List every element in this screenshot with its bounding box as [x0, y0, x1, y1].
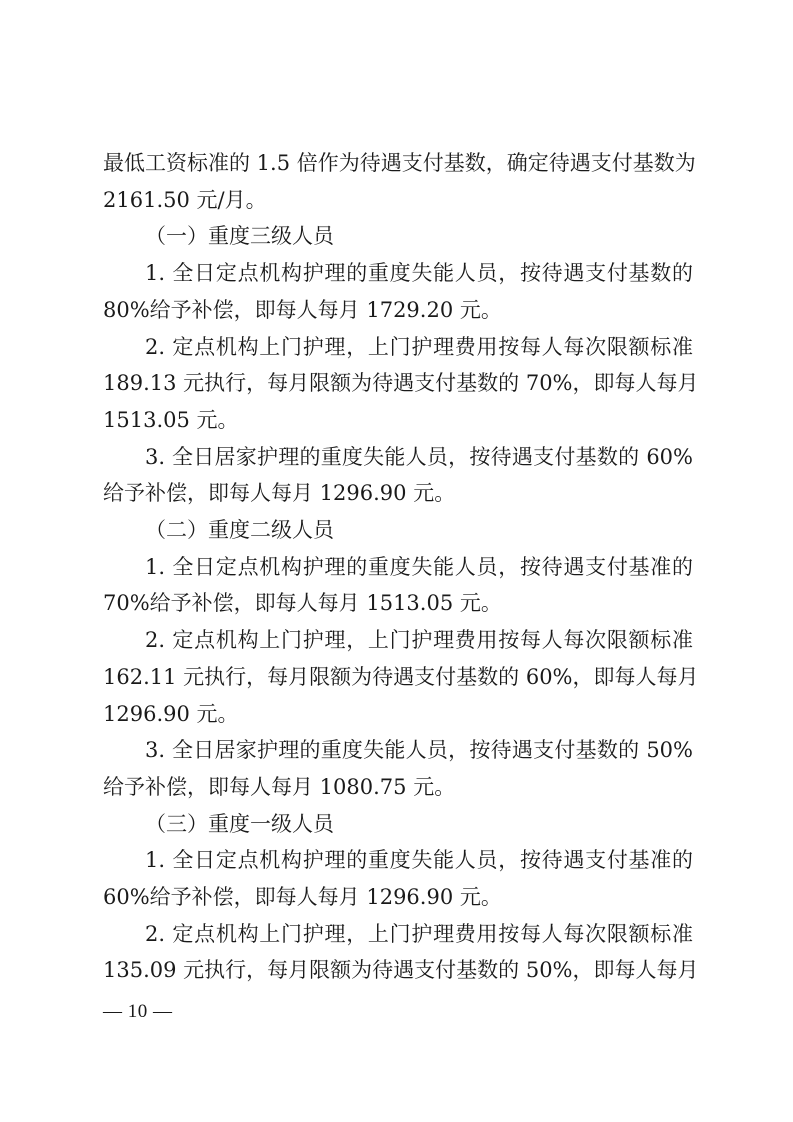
paragraph-line: 给予补偿，即每人每月 1080.75 元。: [103, 774, 456, 799]
paragraph-line: 135.09 元执行，每月限额为待遇支付基数的 50%，即每人每月: [103, 958, 699, 983]
paragraph-line: 1513.05 元。: [103, 407, 239, 432]
paragraph-line: 最低工资标准的 1.5 倍作为待遇支付基数，确定待遇支付基数为: [103, 151, 696, 175]
paragraph-line: 189.13 元执行，每月限额为待遇支付基数的 70%，即每人每月: [103, 371, 699, 396]
document-body: [103, 145, 699, 989]
paragraph-line: 1296.90 元。: [103, 701, 239, 726]
paragraph-line: 162.11 元执行，每月限额为待遇支付基数的 60%，即每人每月: [103, 664, 699, 689]
paragraph-line: 2. 定点机构上门护理，上门护理费用按每人每次限额标准: [145, 334, 693, 359]
paragraph-line: 1. 全日定点机构护理的重度失能人员，按待遇支付基数的: [145, 261, 693, 286]
paragraph-line: 2. 定点机构上门护理，上门护理费用按每人每次限额标准: [145, 628, 693, 653]
paragraph-line: 1. 全日定点机构护理的重度失能人员，按待遇支付基准的: [145, 848, 693, 873]
paragraph-line: 2. 定点机构上门护理，上门护理费用按每人每次限额标准: [145, 921, 693, 946]
section-heading-level-3: （一）重度三级人员: [145, 224, 334, 249]
section-heading-level-1: （三）重度一级人员: [145, 811, 334, 836]
paragraph-line: 3. 全日居家护理的重度失能人员，按待遇支付基数的 60%: [145, 444, 693, 469]
paragraph-line: 80%给予补偿，即每人每月 1729.20 元。: [103, 297, 502, 322]
paragraph-line: 3. 全日居家护理的重度失能人员，按待遇支付基数的 50%: [145, 738, 693, 763]
paragraph-line: 60%给予补偿，即每人每月 1296.90 元。: [103, 885, 502, 910]
section-heading-level-2: （二）重度二级人员: [145, 518, 334, 543]
paragraph-line: 70%给予补偿，即每人每月 1513.05 元。: [103, 591, 502, 616]
paragraph-line: 2161.50 元/月。: [103, 187, 267, 212]
page-number: — 10 —: [103, 1001, 173, 1022]
paragraph-line: 1. 全日定点机构护理的重度失能人员，按待遇支付基准的: [145, 554, 693, 579]
paragraph-line: 给予补偿，即每人每月 1296.90 元。: [103, 481, 456, 506]
